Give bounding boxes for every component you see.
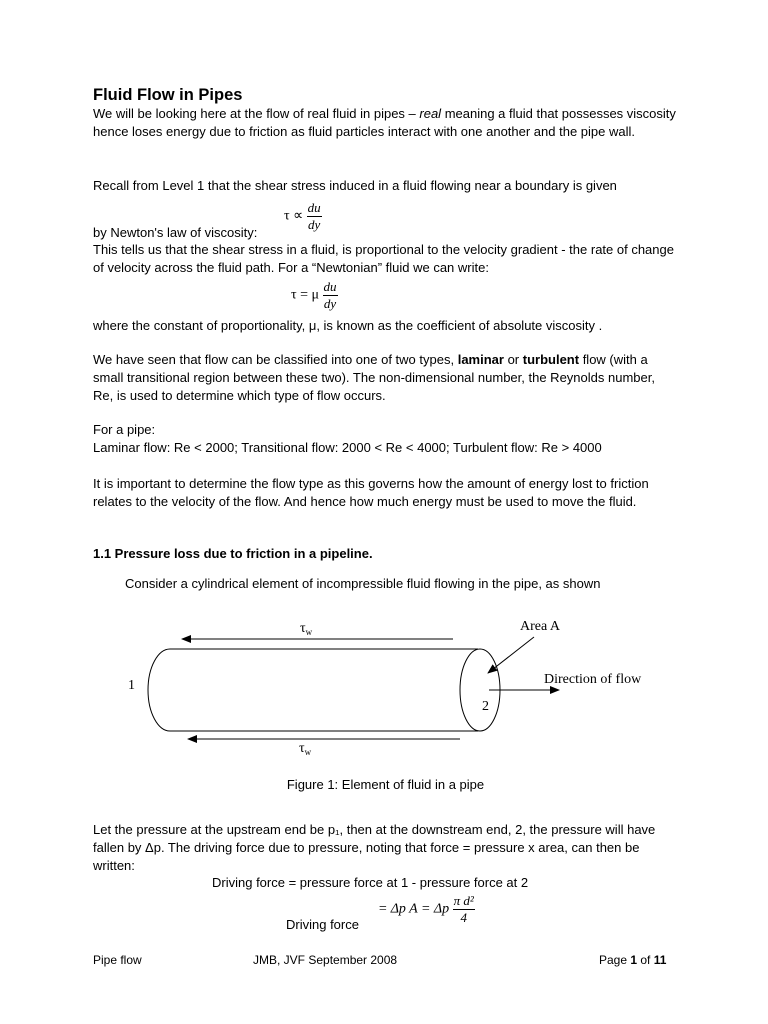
page-current: 1 (630, 953, 638, 967)
laminar-term: laminar (457, 352, 504, 367)
figure-caption: Figure 1: Element of fluid in a pipe (286, 777, 485, 792)
intro-text: We will be looking here at the flow of real fluid in pipes – (93, 106, 420, 121)
page-title: Fluid Flow in Pipes (93, 86, 243, 104)
direction-label: Direction of flow (544, 672, 642, 687)
driving-force-definition: Driving force = pressure force at 1 - pressure force at 2 (212, 875, 529, 890)
intro-text-rest: meaning a fluid that possesses viscosity hence loses energy due to friction as fluid particles interact with one another and the pipe wall. (93, 106, 676, 139)
eq1-numerator: du (307, 200, 321, 215)
eq3-numerator: π d² (453, 893, 474, 908)
classify-text-1: We have seen that flow can be classified into one of two types, (93, 352, 458, 367)
eq2-lhs: τ = μ (291, 287, 320, 303)
eq2-fraction (323, 279, 338, 312)
section-heading: 1.1 Pressure loss due to friction in a pipeline. (93, 546, 373, 561)
page-total: 11 (653, 953, 667, 967)
eq3-lhs: = Δp A = Δp (378, 901, 450, 917)
equation-newtonian (291, 279, 338, 312)
cylinder-left-end (148, 649, 170, 731)
eq1-lhs: τ ∝ (284, 208, 304, 224)
reynolds-ranges: Laminar flow: Re < 2000; Transitional flow: 2000 < Re < 4000; Turbulent flow: Re > 4000 (93, 440, 602, 455)
classify-text-2: or (503, 352, 523, 367)
turbulent-term: turbulent (522, 352, 580, 367)
driving-force-label: Driving force (286, 917, 359, 932)
eq3-denominator: 4 (460, 910, 467, 925)
footer-page-number (599, 953, 666, 967)
area-label: Area A (520, 619, 561, 634)
end-2-label: 2 (482, 699, 489, 714)
end-1-label: 1 (128, 678, 135, 693)
newton-law-label: by Newton's law of viscosity: (93, 225, 258, 240)
intro-paragraph (93, 105, 678, 141)
pressure-paragraph: Let the pressure at the upstream end be p₁, then at the downstream end, 2, the pressure will have fallen by Δp. The driving force due to pressure, noting that force = pressure x area, can then be written: (93, 822, 656, 873)
eq1-denominator: dy (308, 217, 321, 232)
importance-paragraph: It is important to determine the flow type as this governs how the amount of energy lost to friction relates to the velocity of the flow. And hence how much energy must be used to move the fluid. (93, 476, 649, 509)
area-pointer-arrow (488, 637, 534, 673)
pipe-header: For a pipe: (93, 422, 156, 437)
page-of: of (637, 953, 654, 967)
tau-top-label: $\tau_w$ (300, 621, 313, 637)
constant-paragraph: where the constant of proportionality, μ, is known as the coefficient of absolute viscosity . (93, 318, 603, 333)
intro-italic: real (419, 106, 442, 121)
footer-center: JMB, JVF September 2008 (253, 953, 398, 967)
footer-left: Pipe flow (93, 953, 142, 967)
eq2-denominator: dy (323, 296, 337, 311)
page-prefix: Page (599, 953, 631, 967)
eq3-fraction (453, 893, 475, 926)
consider-paragraph: Consider a cylindrical element of incompressible fluid flowing in the pipe, as shown (125, 576, 601, 591)
tau-bottom-label: $\tau_w$ (299, 741, 312, 757)
recall-paragraph: Recall from Level 1 that the shear stress induced in a fluid flowing near a boundary is given (93, 178, 617, 193)
eq2-numerator: du (323, 279, 337, 294)
classification-paragraph (93, 351, 678, 405)
classify-text-3: flow (with a small transitional region between these two). The non-dimensional number, the Reynolds number, Re, is used to determine which type of flow occurs. (93, 352, 655, 403)
tells-us-paragraph: This tells us that the shear stress in a fluid, is proportional to the velocity gradient - the rate of change of velocity across the fluid path. For a “Newtonian” fluid we can write: (93, 242, 674, 275)
pipe-element-figure (0, 600, 768, 770)
